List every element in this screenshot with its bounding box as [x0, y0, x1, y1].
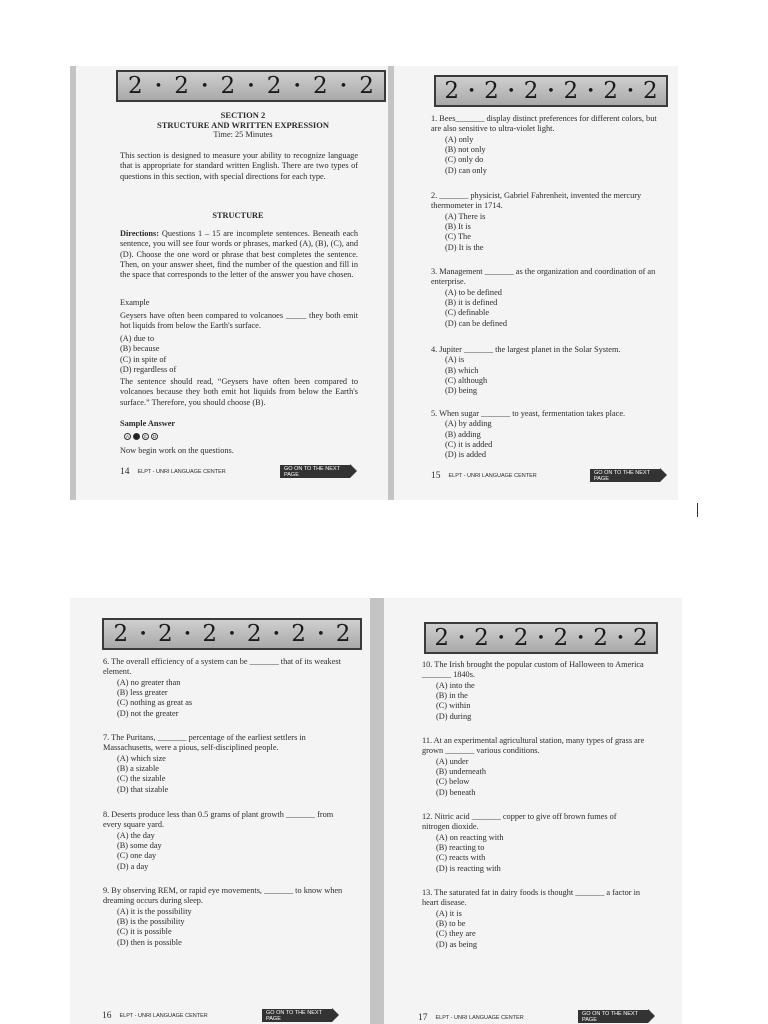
banner-digit: 2	[359, 73, 374, 99]
section-intro: This section is designed to measure your ability to recognize language that is appropriate for standard written English. There are two types of questions in this section, with special directions for each type.	[120, 151, 358, 181]
question-7	[103, 733, 343, 795]
option: (C) in spite of	[120, 354, 167, 364]
section-title: STRUCTURE AND WRITTEN EXPRESSION	[156, 120, 329, 130]
option: (C) they are	[436, 929, 476, 939]
banner-dot: •	[247, 78, 255, 94]
banner-digit: 2	[174, 73, 189, 99]
option: (C) below	[436, 777, 470, 787]
banner-digit: 2	[220, 73, 236, 99]
banner-dot: •	[293, 78, 302, 94]
option: (D) as being	[436, 939, 478, 949]
directions-label: Directions:	[120, 229, 160, 238]
option: (D) a day	[117, 861, 149, 871]
banner-digit: 2	[127, 73, 143, 99]
banner-digit: 2	[312, 73, 328, 99]
option: (D) during	[436, 711, 472, 721]
option: (C) The	[445, 232, 471, 242]
margin-mark	[697, 503, 698, 517]
banner-digit: 2	[246, 621, 262, 647]
question-stem: 12. Nitric acid _______ copper to give off brown fumes of nitrogen dioxide.	[422, 812, 617, 832]
example-stem: Geysers have often been compared to volcanoes _____ they both emit hot liquids from below the Earth's surface.	[120, 311, 358, 331]
banner-digit: 2	[642, 78, 658, 104]
question-stem: 10. The Irish brought the popular custom of Halloween to America _______ 1840s.	[422, 660, 644, 680]
banner-digit: 2	[593, 625, 608, 651]
banner-digit: 2	[603, 78, 618, 104]
banner-dot: •	[586, 83, 595, 99]
question-options	[103, 754, 343, 795]
question-stem: 13. The saturated fat in dairy foods is thought _______ a factor in heart disease.	[422, 888, 641, 908]
center-name: ELPT - UNRI LANGUAGE CENTER	[448, 473, 537, 479]
banner-digit: 2	[202, 621, 218, 647]
option: (D) being	[445, 386, 478, 396]
banner-digit: 2	[513, 625, 529, 651]
banner-dot: •	[497, 630, 506, 646]
banner-dot: •	[576, 630, 585, 646]
banner-dot: •	[228, 626, 236, 642]
banner-dot: •	[457, 630, 466, 646]
binding-shadow	[70, 66, 76, 500]
option: (A) to be defined	[445, 287, 502, 297]
question-stem: 9. By observing REM, or rapid eye movements, _______ to know when dreaming occurs during sleep.	[103, 886, 343, 906]
section-banner	[116, 70, 386, 102]
option: (D) beneath	[436, 787, 476, 797]
question-12	[422, 812, 646, 874]
option: (B) some day	[117, 841, 162, 851]
option: (A) which size	[117, 753, 166, 763]
option: (D) can be defined	[445, 318, 507, 328]
banner-dot: •	[616, 630, 625, 646]
question-stem: 5. When sugar _______ to yeast, fermentation takes place.	[431, 409, 626, 418]
page-15	[388, 66, 678, 500]
option: (C) the sizable	[117, 774, 166, 784]
option: (C) only do	[445, 155, 484, 165]
option: (D) It is the	[445, 242, 484, 252]
question-stem: 2. _______ physicist, Gabriel Fahrenheit, invented the mercury thermometer in 1714.	[431, 191, 642, 211]
option: (A) into the	[436, 680, 475, 690]
question-options	[431, 212, 659, 253]
option: (A) on reacting with	[436, 832, 504, 842]
option: (B) less greater	[117, 688, 168, 698]
banner-dot: •	[154, 78, 163, 94]
banner-digit: 2	[444, 78, 459, 104]
option: (B) adding	[445, 429, 481, 439]
page-17	[376, 598, 682, 1024]
center-name: ELPT - UNRI LANGUAGE CENTER	[435, 1015, 524, 1021]
begin-instruction: Now begin work on the questions.	[120, 446, 234, 455]
banner-digit: 2	[474, 625, 489, 651]
question-stem: 6. The overall efficiency of a system can be _______ that of its weakest element.	[103, 657, 341, 677]
option: (C) reacts with	[436, 853, 486, 863]
page-footer	[418, 1013, 524, 1023]
directions	[120, 229, 358, 281]
option: (D) regardless of	[120, 365, 177, 375]
page-footer	[102, 1011, 208, 1021]
option: (D) is added	[445, 450, 487, 460]
question-stem: 1. Bees_______ display distinct preferences for different colors, but are also sensitive to ultra-violet light.	[431, 114, 657, 134]
center-name: ELPT - UNRI LANGUAGE CENTER	[119, 1013, 208, 1019]
banner-digit: 2	[523, 78, 539, 104]
option: (B) to be	[436, 919, 466, 929]
option: (A) There is	[445, 211, 486, 221]
bubble-a: A	[125, 434, 129, 439]
question-4	[431, 345, 659, 397]
section-time: Time: 25 Minutes	[213, 130, 273, 139]
section-number: SECTION 2	[220, 110, 266, 120]
banner-digit: 2	[434, 625, 449, 651]
page-16	[70, 598, 376, 1024]
option: (C) although	[445, 376, 488, 386]
bubble-d: D	[152, 434, 157, 439]
question-options	[103, 678, 343, 719]
option: (D) that sizable	[117, 784, 169, 794]
next-page-arrow: GO ON TO THE NEXT PAGE	[280, 465, 350, 478]
bubble-b-filled	[133, 433, 140, 440]
banner-dot: •	[547, 83, 555, 99]
option: (C) it is possible	[117, 927, 172, 937]
option: (C) definable	[445, 308, 490, 318]
question-options	[103, 907, 343, 948]
option: (B) It is	[445, 222, 471, 232]
option: (B) which	[445, 365, 479, 375]
question-options	[422, 757, 646, 798]
option: (A) it is	[436, 908, 462, 918]
banner-digit: 2	[553, 625, 569, 651]
option: (A) no greater than	[117, 677, 181, 687]
question-stem: 7. The Puritans, _______ percentage of the earliest settlers in Massachusetts, were a pious, self-disciplined people.	[103, 733, 306, 753]
question-2	[431, 191, 659, 253]
binding-shadow	[376, 598, 384, 1024]
question-options	[431, 288, 659, 329]
banner-dot: •	[139, 626, 147, 642]
banner-dot: •	[316, 626, 325, 642]
page-number: 17	[418, 1013, 428, 1023]
banner-dot: •	[507, 83, 516, 99]
banner-digit: 2	[632, 625, 648, 651]
option: (B) because	[120, 344, 160, 354]
banner-digit: 2	[113, 621, 129, 647]
option: (A) only	[445, 134, 474, 144]
next-page-arrow: GO ON TO THE NEXT PAGE	[590, 469, 660, 482]
question-options	[431, 135, 659, 176]
sample-answer-label: Sample Answer	[120, 419, 176, 428]
banner-dot: •	[626, 83, 635, 99]
banner-dot: •	[200, 78, 209, 94]
next-page-arrow: GO ON TO THE NEXT PAGE	[262, 1009, 332, 1022]
option: (D) then is possible	[117, 937, 182, 947]
banner-dot: •	[183, 626, 192, 642]
option: (A) due to	[120, 334, 155, 343]
option: (B) not only	[445, 145, 486, 155]
option: (A) under	[436, 756, 469, 766]
example-label: Example	[120, 298, 150, 307]
question-options	[422, 909, 646, 950]
option: (B) it is defined	[445, 298, 498, 308]
section-banner	[102, 618, 362, 650]
banner-dot: •	[339, 78, 348, 94]
sample-answer-bubbles	[120, 431, 220, 441]
directions-text: Questions 1 – 15 are incomplete sentences. Beneath each sentence, you will see four words or phrases, marked (A), (B), (C), and (D). Choose the one word or phrase that best completes the sentence. Then, on your answer sheet, find the number of the question and fill in the space that corresponds to the letter of the answer you have chosen.	[120, 229, 359, 280]
option: (A) it is the possibility	[117, 906, 192, 916]
banner-digit: 2	[484, 78, 499, 104]
question-3	[431, 267, 659, 329]
question-11	[422, 736, 646, 798]
option: (B) underneath	[436, 767, 486, 777]
question-options	[431, 355, 659, 396]
banner-digit: 2	[266, 73, 282, 99]
banner-digit: 2	[563, 78, 579, 104]
question-stem: 11. At an experimental agricultural station, many types of grass are grown _______ various conditions.	[422, 736, 645, 756]
question-13	[422, 888, 646, 950]
page-number: 14	[120, 467, 130, 477]
banner-digit: 2	[157, 621, 173, 647]
question-options	[103, 831, 343, 872]
question-6	[103, 657, 343, 719]
bubble-c: C	[143, 434, 148, 439]
banner-dot: •	[537, 630, 545, 646]
banner-dot: •	[272, 626, 281, 642]
option: (D) is reacting with	[436, 863, 501, 873]
option: (C) it is added	[445, 440, 493, 450]
option: (D) can only	[445, 165, 487, 175]
example-explanation: The sentence should read, “Geysers have often been compared to volcanoes because they both emit hot liquids from below the Earth's surface.” Therefore, you should choose (B).	[120, 377, 358, 407]
question-8	[103, 810, 343, 872]
question-stem: 8. Deserts produce less than 0.5 grams of plant growth _______ from every square yard.	[103, 810, 334, 830]
option: (A) by adding	[445, 419, 492, 429]
structure-heading: STRUCTURE	[212, 211, 264, 220]
question-5	[431, 409, 659, 461]
bubble-row	[124, 433, 158, 440]
banner-digit: 2	[335, 621, 351, 647]
option: (B) a sizable	[117, 764, 159, 774]
option: (A) the day	[117, 830, 155, 840]
section-banner	[424, 622, 658, 654]
question-stem: 4. Jupiter _______ the largest planet in the Solar System.	[431, 345, 621, 354]
option: (C) nothing as great as	[117, 698, 193, 708]
banner-digit: 2	[291, 621, 306, 647]
next-page-arrow: GO ON TO THE NEXT PAGE	[578, 1010, 648, 1023]
center-name: ELPT - UNRI LANGUAGE CENTER	[137, 469, 226, 475]
question-options	[431, 419, 659, 460]
page-footer	[120, 467, 226, 477]
binding-shadow	[388, 66, 394, 500]
page-number: 15	[431, 471, 441, 481]
option: (B) is the possibility	[117, 917, 185, 927]
question-options	[422, 681, 646, 722]
question-9	[103, 886, 343, 948]
option: (C) one day	[117, 851, 157, 861]
question-options	[422, 833, 646, 874]
section-banner	[434, 75, 668, 107]
question-stem: 3. Management _______ as the organization and coordination of an enterprise.	[431, 267, 656, 287]
question-1	[431, 114, 659, 176]
banner-dot: •	[467, 83, 476, 99]
page-footer	[431, 471, 537, 481]
example-options	[120, 334, 320, 375]
page-14	[70, 66, 388, 500]
option: (D) not the greater	[117, 708, 179, 718]
option: (B) reacting to	[436, 843, 485, 853]
option: (B) in the	[436, 691, 468, 701]
question-10	[422, 660, 646, 722]
option: (A) is	[445, 355, 465, 365]
page-number: 16	[102, 1011, 112, 1021]
option: (C) within	[436, 701, 471, 711]
